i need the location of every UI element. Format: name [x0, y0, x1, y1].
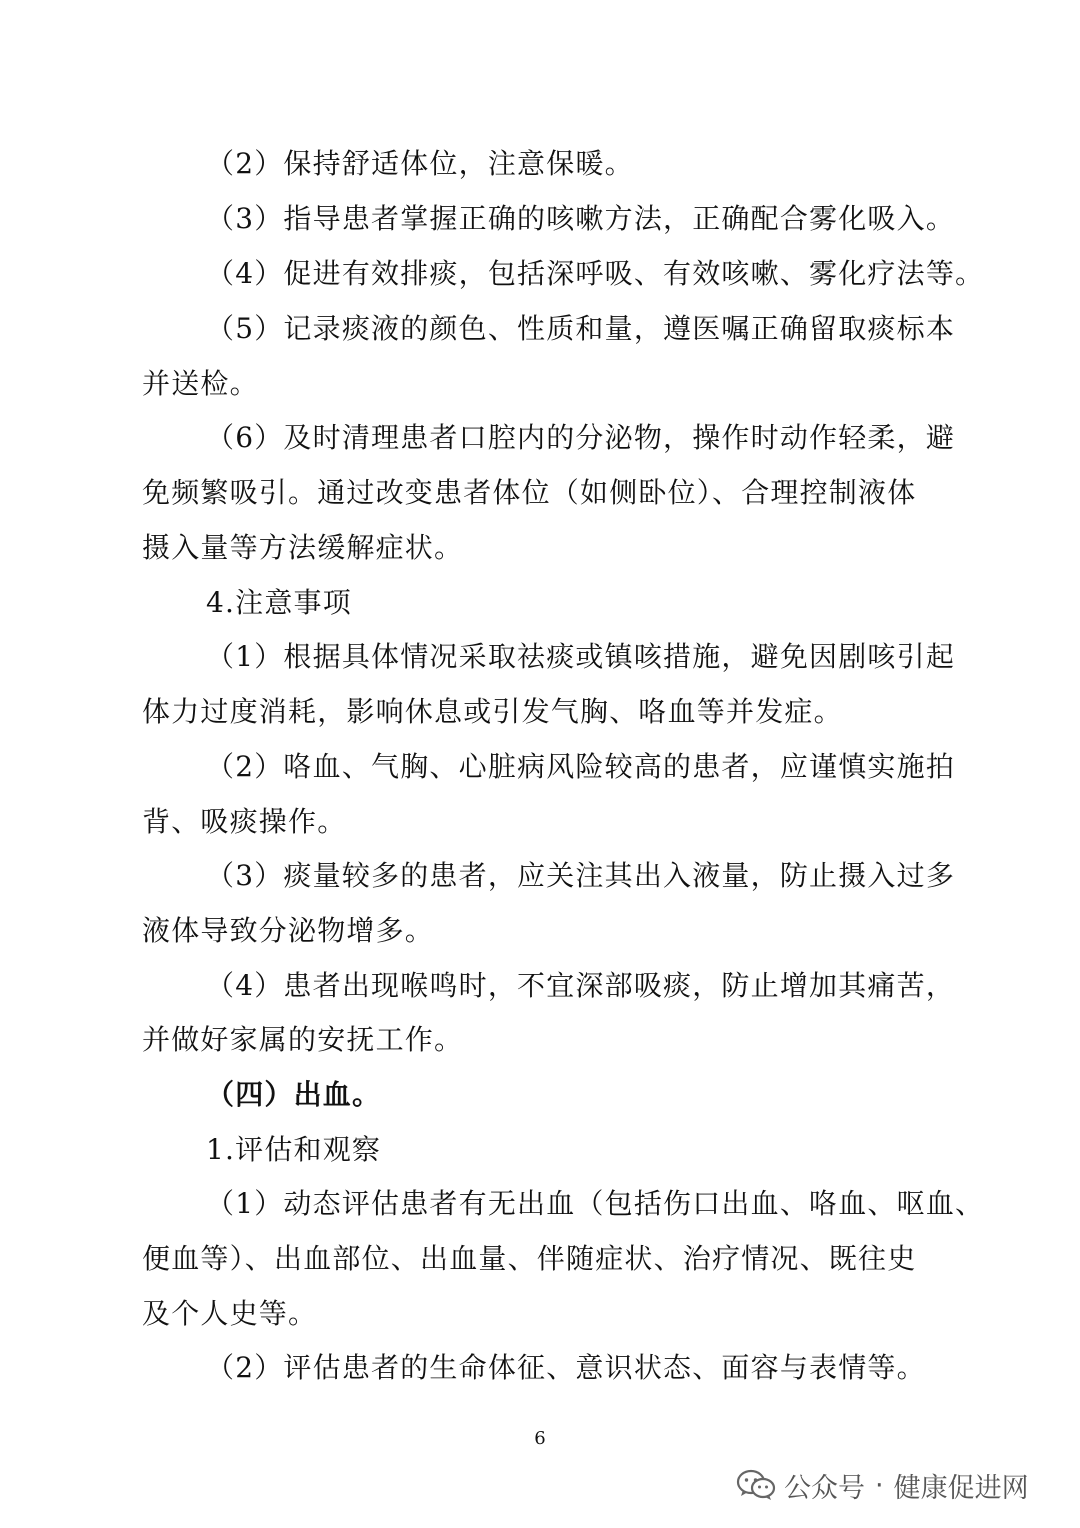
paragraph-line: 便血等）、出血部位、出血量、伴随症状、治疗情况、既往史 [142, 1242, 917, 1275]
paragraph-line: 并送检。 [142, 367, 259, 400]
section-heading: 4.注意事项 [206, 586, 352, 619]
paragraph-line: （2）评估患者的生命体征、意识状态、面容与表情等。 [206, 1351, 926, 1384]
section-heading: （四）出血。 [206, 1078, 382, 1111]
paragraph-line: （1）根据具体情况采取祛痰或镇咳措施，避免因剧咳引起 [206, 640, 956, 673]
paragraph-line: （2）保持舒适体位，注意保暖。 [206, 147, 634, 180]
paragraph-line: 体力过度消耗，影响休息或引发气胸、咯血等并发症。 [142, 695, 843, 728]
watermark-account: 健康促进网 [893, 1472, 1029, 1504]
paragraph-line: （3）痰量较多的患者，应关注其出入液量，防止摄入过多 [206, 859, 956, 892]
paragraph-line: （6）及时清理患者口腔内的分泌物，操作时动作轻柔，避 [206, 421, 956, 454]
paragraph-line: （5）记录痰液的颜色、性质和量，遵医嘱正确留取痰标本 [206, 312, 956, 345]
watermark [736, 1460, 1029, 1510]
paragraph-line: （4）患者出现喉鸣时，不宜深部吸痰，防止增加其痛苦， [206, 969, 956, 1002]
paragraph-line: 背、吸痰操作。 [142, 805, 347, 838]
paragraph-line: 并做好家属的安抚工作。 [142, 1023, 464, 1056]
paragraph-line: （1）动态评估患者有无出血（包括伤口出血、咯血、呕血、 [206, 1187, 985, 1220]
paragraph-line: 摄入量等方法缓解症状。 [142, 531, 464, 564]
paragraph-line: 及个人史等。 [142, 1297, 318, 1330]
subsection-heading: 1.评估和观察 [206, 1133, 382, 1166]
paragraph-line: 液体导致分泌物增多。 [142, 914, 435, 947]
page-number: 6 [534, 1428, 546, 1449]
watermark-prefix: 公众号 [784, 1472, 865, 1504]
watermark-separator: · [875, 1469, 884, 1501]
wechat-icon [736, 1468, 776, 1502]
paragraph-line: 免频繁吸引。通过改变患者体位（如侧卧位）、合理控制液体 [142, 476, 917, 509]
paragraph-line: （3）指导患者掌握正确的咳嗽方法，正确配合雾化吸入。 [206, 202, 956, 235]
paragraph-line: （4）促进有效排痰，包括深呼吸、有效咳嗽、雾化疗法等。 [206, 257, 985, 290]
paragraph-line: （2）咯血、气胸、心脏病风险较高的患者，应谨慎实施拍 [206, 750, 956, 783]
